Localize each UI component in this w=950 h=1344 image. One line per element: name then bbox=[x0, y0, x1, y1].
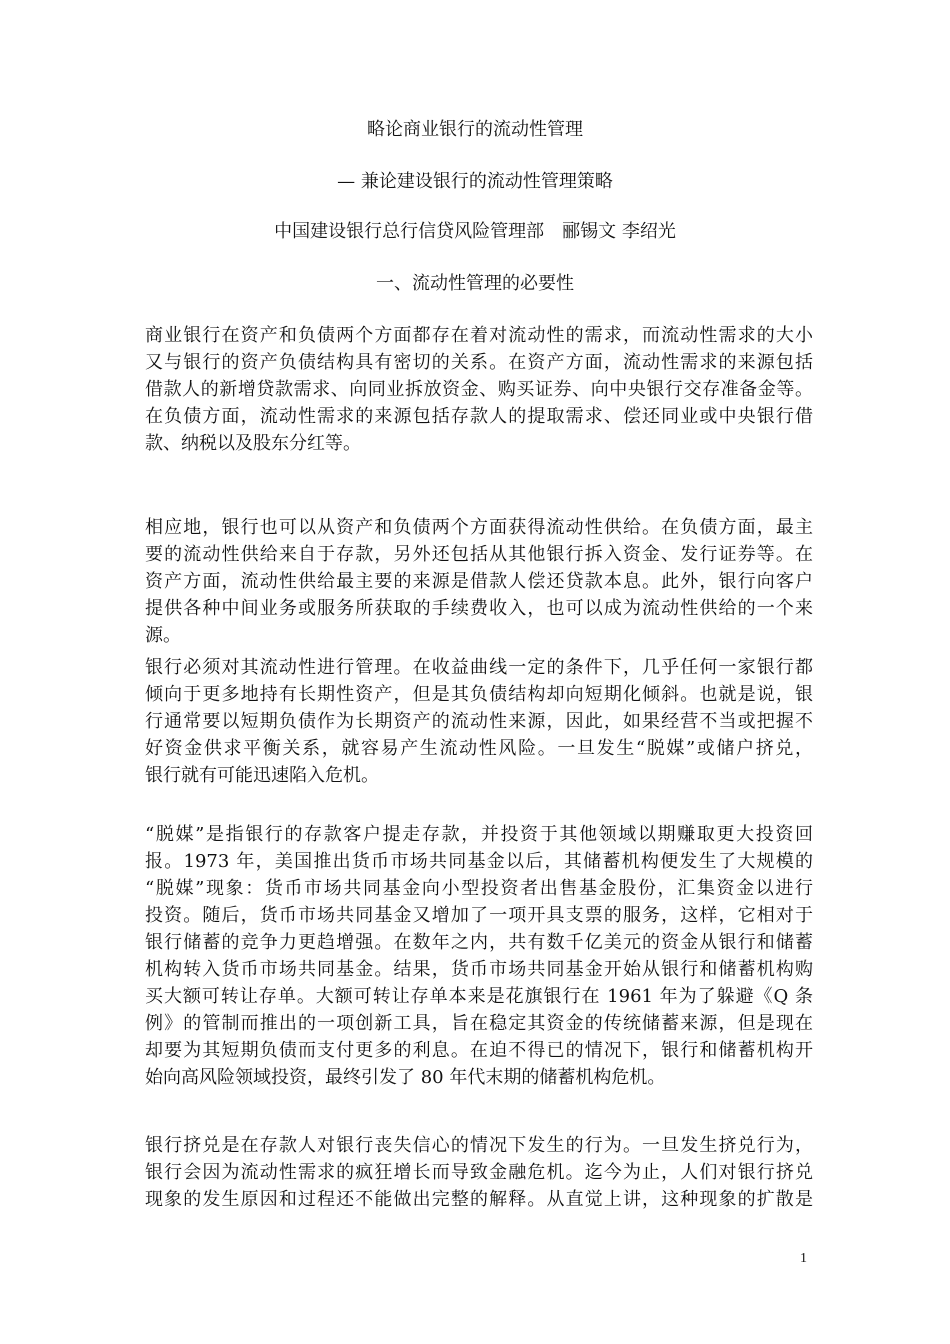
paragraph-line: 银行会因为流动性需求的疯狂增长而导致金融危机。迄今为止，人们对银行挤兑 bbox=[145, 1162, 813, 1183]
paragraph-line: 买大额可转让存单。大额可转让存单本来是花旗银行在 1961 年为了躲避《Q 条 bbox=[145, 986, 813, 1007]
paragraph-line: 现象的发生原因和过程还不能做出完整的解释。从直觉上讲，这种现象的扩散是 bbox=[145, 1189, 813, 1210]
paragraph-line: 银行挤兑是在存款人对银行丧失信心的情况下发生的行为。一旦发生挤兑行为， bbox=[145, 1135, 813, 1156]
paragraph-line: 借款人的新增贷款需求、向同业拆放资金、购买证券、向中央银行交存准备金等。 bbox=[145, 379, 813, 400]
paragraph-line: 好资金供求平衡关系，就容易产生流动性风险。一旦发生“脱媒”或储户挤兑， bbox=[145, 738, 813, 759]
page-number: 1 bbox=[800, 1251, 807, 1266]
document-subtitle: — 兼论建设银行的流动性管理策略 bbox=[337, 171, 613, 192]
paragraph-line: 在负债方面，流动性需求的来源包括存款人的提取需求、偿还同业或中央银行借 bbox=[145, 406, 813, 427]
paragraph-line: 银行储蓄的竞争力更趋增强。在数年之内，共有数千亿美元的资金从银行和储蓄 bbox=[145, 932, 813, 953]
paragraph-line: 投资。随后，货币市场共同基金又增加了一项开具支票的服务，这样，它相对于 bbox=[145, 905, 813, 926]
paragraph-line: 报。1973 年，美国推出货币市场共同基金以后，其储蓄机构便发生了大规模的 bbox=[145, 851, 813, 872]
paragraph-line: 又与银行的资产负债结构具有密切的关系。在资产方面，流动性需求的来源包括 bbox=[145, 352, 813, 373]
paragraph-4 bbox=[145, 821, 813, 1091]
document-title: 略论商业银行的流动性管理 bbox=[367, 119, 583, 140]
paragraph-line: 银行必须对其流动性进行管理。在收益曲线一定的条件下，几乎任何一家银行都 bbox=[145, 657, 813, 678]
paragraph-line: 提供各种中间业务或服务所获取的手续费收入，也可以成为流动性供给的一个来 bbox=[145, 598, 813, 619]
document-authors: 中国建设银行总行信贷风险管理部 郦锡文 李绍光 bbox=[274, 221, 676, 242]
paragraph-line: 资产方面，流动性供给最主要的来源是借款人偿还贷款本息。此外，银行向客户 bbox=[145, 571, 813, 592]
paragraph-5 bbox=[145, 1132, 813, 1213]
paragraph-2 bbox=[145, 514, 813, 649]
paragraph-line: 例》的管制而推出的一项创新工具，旨在稳定其资金的传统储蓄来源，但是现在 bbox=[145, 1013, 813, 1034]
paragraph-line: “脱媒”是指银行的存款客户提走存款，并投资于其他领域以期赚取更大投资回 bbox=[145, 824, 813, 845]
paragraph-line: 要的流动性供给来自于存款，另外还包括从其他银行拆入资金、发行证券等。在 bbox=[145, 544, 813, 565]
paragraph-line: 源。 bbox=[145, 625, 181, 646]
paragraph-line: 始向高风险领域投资，最终引发了 80 年代末期的储蓄机构危机。 bbox=[145, 1067, 666, 1088]
paragraph-line: 倾向于更多地持有长期性资产，但是其负债结构却向短期化倾斜。也就是说，银 bbox=[145, 684, 813, 705]
paragraph-line: “脱媒”现象：货币市场共同基金向小型投资者出售基金股份，汇集资金以进行 bbox=[145, 878, 813, 899]
paragraph-line: 行通常要以短期负债作为长期资产的流动性来源，因此，如果经营不当或把握不 bbox=[145, 711, 813, 732]
paragraph-line: 却要为其短期负债而支付更多的利息。在迫不得已的情况下，银行和储蓄机构开 bbox=[145, 1040, 813, 1061]
paragraph-3 bbox=[145, 654, 813, 789]
paragraph-line: 相应地，银行也可以从资产和负债两个方面获得流动性供给。在负债方面，最主 bbox=[145, 517, 813, 538]
paragraph-1 bbox=[145, 322, 813, 457]
paragraph-line: 机构转入货币市场共同基金。结果，货币市场共同基金开始从银行和储蓄机构购 bbox=[145, 959, 813, 980]
section-heading: 一、流动性管理的必要性 bbox=[376, 273, 574, 294]
paragraph-line: 银行就有可能迅速陷入危机。 bbox=[145, 765, 379, 786]
paragraph-line: 款、纳税以及股东分红等。 bbox=[145, 433, 361, 454]
paragraph-line: 商业银行在资产和负债两个方面都存在着对流动性的需求，而流动性需求的大小 bbox=[145, 325, 813, 346]
